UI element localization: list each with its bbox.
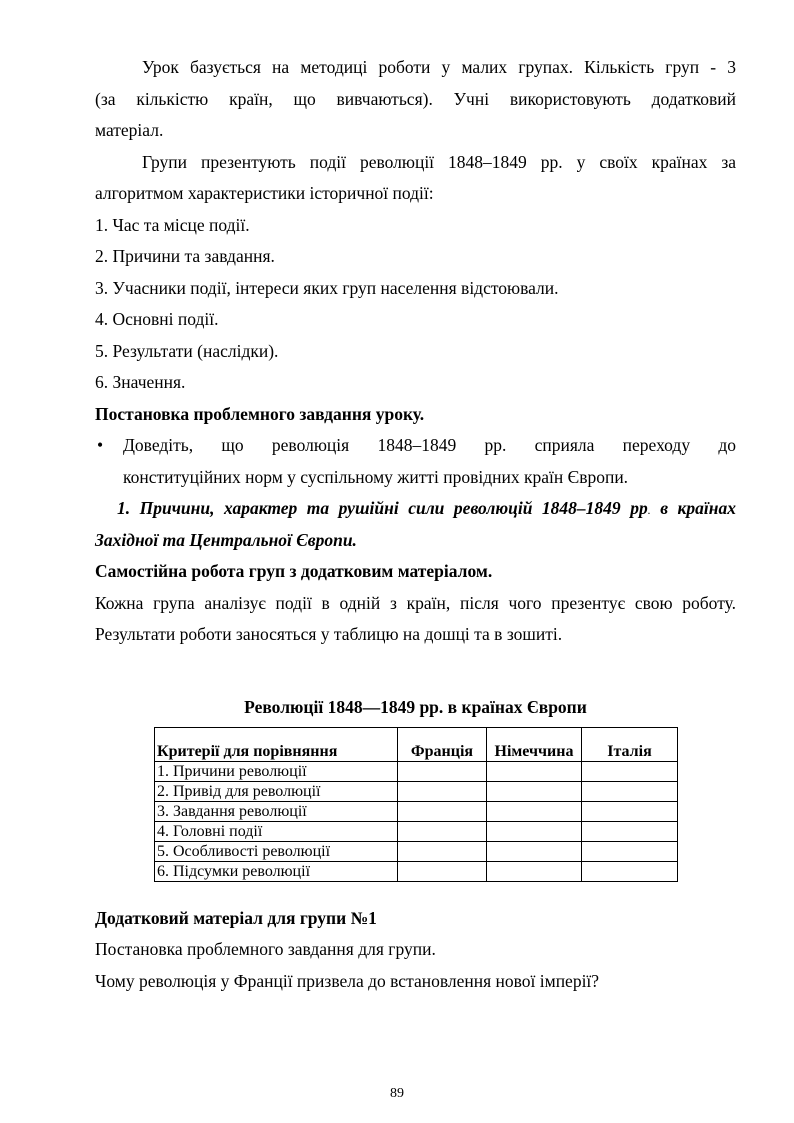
section-heading xyxy=(95,493,736,525)
section-heading-main: 1. Причини, характер та рушійні сили революцій 1848–1849 рр xyxy=(117,498,648,518)
section-heading-tail: в країнах xyxy=(650,498,736,518)
column-header: Німеччина xyxy=(487,727,582,761)
section-heading-line2: Західної та Центральної Європи. xyxy=(95,529,357,550)
algorithm-item: 4. Основні події. xyxy=(95,309,219,329)
page-body xyxy=(95,52,736,997)
table-cell xyxy=(487,821,582,841)
intro-paragraph-line: (за кількістю країн, що вивчаються). Учні використовують додатковий xyxy=(95,88,736,109)
table-cell xyxy=(398,861,487,881)
table-row xyxy=(155,781,678,801)
algorithm-item: 3. Учасники події, інтереси яких груп населення відстоювали. xyxy=(95,277,559,298)
table-cell: 2. Привід для революції xyxy=(155,781,398,801)
table-cell: 4. Головні події xyxy=(155,821,398,841)
group1-task-label: Постановка проблемного завдання для групи. xyxy=(95,939,436,959)
algorithm-item: 5. Результати (наслідки). xyxy=(95,340,279,361)
bullet-text-line: конституційних норм у суспільному житті провідних країн Європи. xyxy=(123,466,629,487)
problem-heading: Постановка проблемного завдання уроку. xyxy=(95,403,425,424)
spacer xyxy=(95,882,736,903)
table-header-row xyxy=(155,727,678,761)
table-title: Революції 1848—1849 рр. в країнах Європи xyxy=(244,696,587,717)
independent-work-text: Результати роботи заносяться у таблицю на дошці та в зошиті. xyxy=(95,624,563,644)
table-cell xyxy=(582,801,678,821)
table-row xyxy=(155,821,678,841)
column-header: Франція xyxy=(398,727,487,761)
comparison-table xyxy=(154,727,678,882)
table-cell xyxy=(582,761,678,781)
bullet-icon: • xyxy=(97,435,104,455)
table-cell xyxy=(487,781,582,801)
table-cell xyxy=(398,801,487,821)
column-header: Критерії для порівняння xyxy=(155,727,398,761)
table-cell xyxy=(582,781,678,801)
column-header: Італія xyxy=(582,727,678,761)
intro-paragraph-line: Урок базується на методиці роботи у малих групах. Кількість груп - 3 xyxy=(142,57,736,77)
table-cell: 3. Завдання революції xyxy=(155,801,398,821)
bullet-item xyxy=(95,430,736,462)
table-cell xyxy=(398,821,487,841)
algorithm-item: 2. Причини та завдання. xyxy=(95,246,275,266)
algorithm-item: 6. Значення. xyxy=(95,372,186,392)
algorithm-item: 1. Час та місце події. xyxy=(95,214,250,235)
table-row xyxy=(155,841,678,861)
table-cell xyxy=(398,761,487,781)
table-cell: 5. Особливості революції xyxy=(155,841,398,861)
groups-paragraph-line: алгоритмом характеристики історичної події: xyxy=(95,183,434,203)
section-heading-period: . xyxy=(647,503,651,517)
table-cell xyxy=(582,861,678,881)
table-row xyxy=(155,861,678,881)
table-cell xyxy=(398,781,487,801)
table-row xyxy=(155,761,678,781)
independent-work-text: Кожна група аналізує події в одній з країн, після чого презентує свою роботу. xyxy=(95,592,736,613)
table-row xyxy=(155,801,678,821)
table-cell xyxy=(398,841,487,861)
table-cell xyxy=(582,841,678,861)
group1-question: Чому революція у Франції призвела до встановлення нової імперії? xyxy=(95,970,600,991)
bullet-text-line: Доведіть, що революція 1848–1849 рр. сприяла переходу до xyxy=(123,435,736,455)
intro-paragraph-line: матеріал. xyxy=(95,120,164,140)
table-cell xyxy=(487,841,582,861)
table-cell: 1. Причини революції xyxy=(155,761,398,781)
groups-paragraph-line: Групи презентують події революції 1848–1849 рр. у своїх країнах за xyxy=(142,151,736,172)
page-number: 89 xyxy=(390,1086,404,1101)
table-cell xyxy=(582,821,678,841)
table-cell xyxy=(487,801,582,821)
table-cell xyxy=(487,861,582,881)
independent-work-heading: Самостійна робота груп з додатковим матеріалом. xyxy=(95,561,493,581)
table-cell: 6. Підсумки революції xyxy=(155,861,398,881)
group1-heading: Додатковий матеріал для групи №1 xyxy=(95,907,377,928)
table-cell xyxy=(487,761,582,781)
